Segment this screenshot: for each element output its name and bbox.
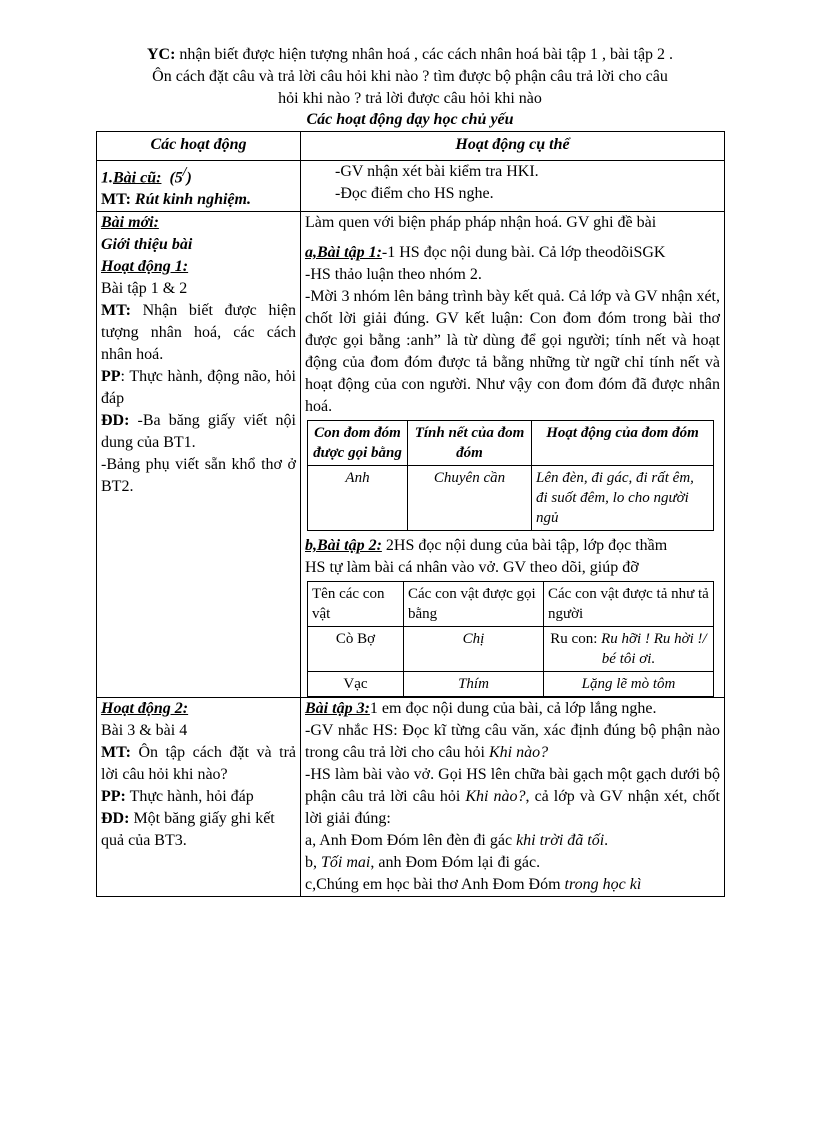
table-row [97, 161, 725, 212]
row3-right [301, 698, 725, 897]
row3-mt: MT: Ôn tập cách đặt và trả lời câu hỏi khi nào? [101, 744, 296, 784]
row2-intro: Làm quen với biện pháp pháp nhận hoá. GV ghi đề bài [305, 214, 657, 232]
firefly-c1: Anh [308, 466, 408, 531]
bai-cu-label: 1.Bài cũ: (5/) [101, 164, 192, 187]
col-header-details: Hoạt động cụ thể [301, 132, 725, 161]
table-row [308, 466, 714, 531]
row1-mt: MT: Rút kinh nghiệm. [101, 191, 251, 209]
section-title: Các hoạt động dạy học chủ yếu [306, 111, 514, 128]
answer-a: a, Anh Đom Đóm lên đèn đi gác khi trời đã tối. [305, 832, 609, 850]
bai-tap-label: Bài tập 1 & 2 [101, 280, 188, 298]
row2-left [97, 212, 301, 698]
row2-mt: MT: Nhận biết được hiện tượng nhân hoá, các cách nhân hoá. [101, 302, 296, 364]
bt2-paragraph: b,Bài tập 2: 2HS đọc nội dung của bài tập, lớp đọc thầm [305, 537, 668, 555]
table-header-row [97, 132, 725, 161]
header [96, 44, 724, 110]
firefly-c2: Chuyên cần [408, 466, 532, 531]
table-row [97, 212, 725, 698]
table-row [308, 627, 714, 672]
animals-table [307, 581, 714, 697]
animals-h3: Các con vật được tả như tả người [544, 582, 714, 627]
answer-b: b, Tối mai, anh Đom Đóm lại đi gác. [305, 854, 541, 872]
table-row [97, 698, 725, 897]
bt3-line-2: -GV nhắc HS: Đọc kĩ từng câu văn, xác định đúng bộ phận nào trong câu trả lời cho câu hỏi Khi nào? [305, 722, 720, 762]
animals-r2-c1: Vạc [308, 672, 404, 697]
table-row [308, 672, 714, 697]
bt2-line-2: HS tự làm bài cá nhân vào vở. GV theo dõi, giúp đỡ [305, 559, 639, 577]
hoat-dong-2-label: Hoạt động 2: [101, 700, 189, 718]
animals-r2-c3: Lặng lẽ mò tôm [544, 672, 714, 697]
row3-pp: PP: Thực hành, hỏi đáp [101, 788, 254, 806]
firefly-h1: Con đom đóm được gọi bằng [308, 421, 408, 466]
firefly-table-header [308, 421, 714, 466]
header-line-1: YC: nhận biết được hiện tượng nhân hoá , các cách nhân hoá bài tập 1 , bài tập 2 . [146, 46, 674, 63]
hoat-dong-1-label: Hoạt động 1: [101, 258, 189, 276]
bt3-paragraph: Bài tập 3:1 em đọc nội dung của bài, cả lớp lắng nghe. [305, 700, 657, 718]
row1-right [301, 161, 725, 212]
bt1-paragraph: a,Bài tập 1:-1 HS đọc nội dung bài. Cả lớp theodõiSGK [305, 244, 666, 262]
row1-line-1: -GV nhận xét bài kiểm tra HKI. [335, 163, 539, 180]
animals-r1-c2: Chị [404, 627, 544, 672]
firefly-table [307, 420, 714, 531]
bt1-line-2: -HS thảo luận theo nhóm 2. [305, 266, 482, 284]
firefly-c3: Lên đèn, đi gác, đi rất êm, đi suốt đêm, lo cho người ngủ [532, 466, 714, 531]
row2-pp: PP: Thực hành, động não, hỏi đáp [101, 368, 296, 408]
animals-h1: Tên các con vật [308, 582, 404, 627]
row2-dd: ĐD: -Ba băng giấy viết nội dung của BT1. [101, 412, 296, 452]
animals-r2-c2: Thím [404, 672, 544, 697]
activities-table [96, 131, 725, 897]
gioi-thieu-label: Giới thiệu bài [101, 236, 193, 254]
row3-left [97, 698, 301, 897]
animals-r1-c3: Ru con: Ru hỡi ! Ru hời !/ bé tôi ơi. [544, 627, 714, 672]
row2-bang-phu: -Bảng phụ viết sẵn khổ thơ ở BT2. [101, 456, 296, 496]
row3-bai-label: Bài 3 & bài 4 [101, 722, 188, 740]
answer-c: c,Chúng em học bài thơ Anh Đom Đóm trong học kì [305, 876, 642, 894]
animals-table-header [308, 582, 714, 627]
header-line-2: Ôn cách đặt câu và trả lời câu hỏi khi nào ? tìm được bộ phận câu trả lời cho câu [152, 68, 668, 85]
animals-h2: Các con vật được gọi bằng [404, 582, 544, 627]
firefly-h3: Hoạt động của đom đóm [532, 421, 714, 466]
firefly-h2: Tính nết của đom đóm [408, 421, 532, 466]
yc-label: YC: [146, 46, 176, 63]
bai-moi-label: Bài mới: [101, 214, 159, 232]
row2-right [301, 212, 725, 698]
row3-dd: ĐD: Một băng giấy ghi kết quả của BT3. [101, 810, 275, 850]
animals-r1-c1: Cò Bợ [308, 627, 404, 672]
bt3-line-3: -HS làm bài vào vở. Gọi HS lên chữa bài gạch một gạch dưới bộ phận câu trả lời câu hỏi Khi nào?, cả lớp và GV nhận xét, chốt lời giải đúng: [305, 766, 720, 828]
header-line-3: hỏi khi nào ? trả lời được câu hỏi khi nào [278, 90, 542, 107]
bt1-line-3: -Mời 3 nhóm lên bảng trình bày kết quả. Cả lớp và GV nhận xét, chốt lời giải đúng. GV kết luận: Con đom đóm trong bài thơ được gọi bằng :anh” là từ dùng để gọi người; tính nết và hoạt động của đom đóm được tả bằng những từ ngữ chỉ tính nết và hoạt động của con người. Như vậy con đom đóm đã được nhân hoá. [305, 288, 720, 416]
row1-left [97, 161, 301, 212]
col-header-activities: Các hoạt động [97, 132, 301, 161]
row1-line-2: -Đọc điểm cho HS nghe. [335, 185, 494, 202]
